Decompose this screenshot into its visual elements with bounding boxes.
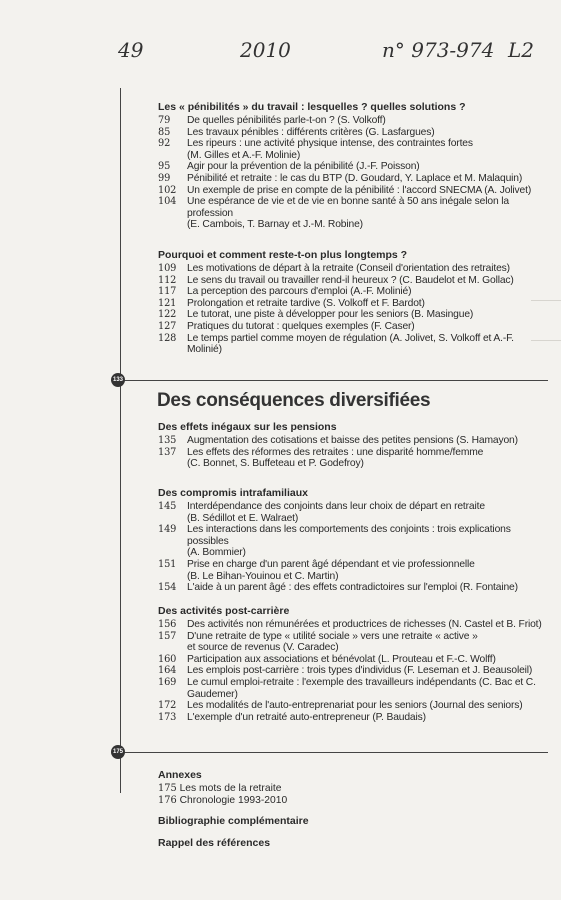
chapter-divider-top bbox=[120, 380, 548, 381]
page-number: 154 bbox=[158, 582, 177, 594]
section-heading: Des effets inégaux sur les pensions bbox=[158, 421, 337, 433]
entry-list bbox=[158, 115, 548, 231]
page-number: 175 bbox=[158, 783, 177, 794]
page-number: 135 bbox=[158, 435, 177, 446]
entry-title: Les mots de la retraite bbox=[179, 783, 282, 794]
toc-entry[interactable] bbox=[158, 309, 548, 321]
toc-entry[interactable] bbox=[158, 321, 548, 333]
toc-entry[interactable] bbox=[158, 286, 548, 298]
section-heading: Des activités post-carrière bbox=[158, 605, 290, 617]
entry-authors: (B. Le Bihan-Youinou et C. Martin) bbox=[187, 570, 339, 582]
handwritten-issue-number: n° 973-974 bbox=[382, 38, 495, 62]
toc-entry[interactable] bbox=[158, 559, 548, 582]
entry-title: Chronologie 1993-2010 bbox=[179, 794, 288, 806]
page-number: 121 bbox=[158, 297, 177, 309]
entry-authors: (E. Cambois, T. Barnay et J.-M. Robine) bbox=[187, 219, 363, 231]
page-number: 127 bbox=[158, 320, 177, 332]
toc-entry[interactable] bbox=[158, 712, 548, 724]
page-number: 102 bbox=[158, 184, 177, 196]
handwritten-code: L2 bbox=[508, 38, 535, 62]
page-number: 157 bbox=[158, 630, 177, 642]
toc-entry[interactable] bbox=[158, 196, 548, 231]
entry-list bbox=[158, 435, 548, 470]
entry-title: Les emplois post-carrière : trois types d'individus (F. Leseman et J. Beausoleil) bbox=[187, 665, 533, 677]
entry-title: Une espérance de vie et de vie en bonne santé à 50 ans inégale selon la profession bbox=[187, 196, 509, 219]
entry-title: Le sens du travail ou travailler rend-il heureux ? (C. Baudelot et M. Gollac) bbox=[187, 274, 514, 286]
entry-list bbox=[158, 263, 548, 356]
entry-title: Pratiques du tutorat : quelques exemples (F. Caser) bbox=[187, 320, 415, 332]
section-heading: Les « pénibilités » du travail : lesquelles ? quelles solutions ? bbox=[158, 101, 466, 113]
page-number: 112 bbox=[158, 274, 177, 286]
entry-authors: (B. Sédillot et E. Walraet) bbox=[187, 512, 299, 524]
entry-title: Participation aux associations et bénévolat (L. Prouteau et F.-C. Wolff) bbox=[187, 653, 496, 665]
page-number: 156 bbox=[158, 619, 177, 630]
entry-title: Pénibilité et retraite : le cas du BTP (D. Goudard, Y. Laplace et M. Malaquin) bbox=[187, 172, 523, 184]
entry-authors: (M. Gilles et A.-F. Molinie) bbox=[187, 149, 301, 161]
entry-title: La perception des parcours d'emploi (A.-F. Molinié) bbox=[187, 286, 412, 298]
page-number: 117 bbox=[158, 286, 177, 298]
left-margin-rule bbox=[120, 88, 121, 793]
toc-entry[interactable] bbox=[158, 173, 548, 185]
page-number: 169 bbox=[158, 676, 177, 688]
toc-entry[interactable] bbox=[158, 783, 518, 795]
entry-title: De quelles pénibilités parle-t-on ? (S. Volkoff) bbox=[187, 115, 386, 126]
entry-title: Prolongation et retraite tardive (S. Volkoff et F. Bardot) bbox=[187, 297, 425, 309]
toc-entry[interactable] bbox=[158, 435, 548, 447]
entry-title: Le cumul emploi-retraite : l'exemple des travailleurs indépendants (C. Bac et C. Gaudemer) bbox=[187, 676, 536, 700]
annexes-section bbox=[158, 768, 518, 851]
page-number: 160 bbox=[158, 653, 177, 665]
page-number: 95 bbox=[158, 161, 171, 173]
entry-title: Prise en charge d'un parent âgé dépendant et vie professionnelle bbox=[187, 558, 475, 570]
entry-title: Les motivations de départ à la retraite (Conseil d'orientation des retraites) bbox=[187, 263, 510, 274]
page-number: 151 bbox=[158, 558, 177, 570]
entry-authors: (C. Bonnet, S. Buffeteau et P. Godefroy) bbox=[187, 458, 364, 470]
entry-authors: (A. Bommier) bbox=[187, 547, 246, 559]
annexes-heading: Annexes bbox=[158, 769, 202, 781]
page-number: 79 bbox=[158, 115, 171, 126]
entry-authors: et source de revenus (V. Caradec) bbox=[187, 642, 339, 654]
entry-title: Des activités non rémunérées et productrices de richesses (N. Castel et B. Friot) bbox=[187, 619, 542, 630]
toc-entry[interactable] bbox=[158, 298, 548, 310]
bibliography-heading[interactable]: Bibliographie complémentaire bbox=[158, 815, 309, 828]
toc-entry[interactable] bbox=[158, 138, 548, 161]
page-badge-133: 133 bbox=[111, 373, 125, 387]
toc-entry[interactable] bbox=[158, 127, 548, 139]
page-number: 99 bbox=[158, 172, 171, 184]
entry-title: L'aide à un parent âgé : des effets contradictoires sur l'emploi (R. Fontaine) bbox=[187, 582, 518, 594]
chapter-title: Des conséquences diversifiées bbox=[157, 390, 431, 411]
section-effets-inegaux bbox=[158, 420, 548, 470]
toc-entry[interactable] bbox=[158, 677, 548, 700]
entry-title: Augmentation des cotisations et baisse des petites pensions (S. Hamayon) bbox=[187, 435, 518, 446]
handwritten-year: 2010 bbox=[240, 38, 291, 62]
page-number: 172 bbox=[158, 700, 177, 712]
entry-title: Interdépendance des conjoints dans leur choix de départ en retraite bbox=[187, 501, 485, 512]
toc-entry[interactable] bbox=[158, 631, 548, 654]
toc-entry[interactable] bbox=[158, 501, 548, 524]
page-number: 176 bbox=[158, 794, 177, 806]
section-penibilites bbox=[158, 100, 548, 231]
section-activites-post-carriere bbox=[158, 604, 548, 723]
toc-entry[interactable] bbox=[158, 524, 548, 559]
toc-entry[interactable] bbox=[158, 185, 548, 197]
page-number: 164 bbox=[158, 665, 177, 677]
toc-entry[interactable] bbox=[158, 700, 548, 712]
chapter-divider-bottom bbox=[120, 752, 548, 753]
toc-entry[interactable] bbox=[158, 161, 548, 173]
page-badge-175: 175 bbox=[111, 745, 125, 759]
entry-title: Les travaux pénibles : différents critères (G. Lasfargues) bbox=[187, 126, 435, 138]
page-number: 173 bbox=[158, 711, 177, 723]
entry-title: Les modalités de l'auto-entreprenariat pour les seniors (Journal des seniors) bbox=[187, 700, 523, 712]
toc-entry[interactable] bbox=[158, 582, 548, 594]
toc-entry[interactable] bbox=[158, 665, 548, 677]
toc-entry[interactable] bbox=[158, 115, 548, 127]
toc-entry[interactable] bbox=[158, 795, 518, 807]
entry-title: D'une retraite de type « utilité sociale » vers une retraite « active » bbox=[187, 630, 478, 642]
entry-title: Les ripeurs : une activité physique intense, des contraintes fortes bbox=[187, 138, 473, 150]
page-number: 149 bbox=[158, 524, 177, 536]
toc-entry[interactable] bbox=[158, 263, 548, 275]
entry-title: L'exemple d'un retraité auto-entrepreneur (P. Baudais) bbox=[187, 711, 426, 723]
entry-title: Agir pour la prévention de la pénibilité (J.-F. Poisson) bbox=[187, 161, 420, 173]
page-number: 104 bbox=[158, 196, 177, 208]
page-number: 128 bbox=[158, 332, 177, 344]
entry-title: Les effets des réformes des retraites : une disparité homme/femme bbox=[187, 446, 484, 458]
page-number: 145 bbox=[158, 501, 177, 512]
entry-list bbox=[158, 501, 548, 594]
handwritten-annotations bbox=[0, 38, 561, 78]
page-number: 137 bbox=[158, 446, 177, 458]
section-heading: Pourquoi et comment reste-t-on plus longtemps ? bbox=[158, 249, 408, 261]
entry-title: Le temps partiel comme moyen de régulation (A. Jolivet, S. Volkoff et A.-F. Molinié) bbox=[187, 332, 514, 356]
toc-entry[interactable] bbox=[158, 333, 548, 356]
entry-list bbox=[158, 619, 548, 723]
toc-entry[interactable] bbox=[158, 447, 548, 470]
page-number: 109 bbox=[158, 263, 177, 274]
page-number: 85 bbox=[158, 126, 171, 138]
toc-entry[interactable] bbox=[158, 654, 548, 666]
page-number: 122 bbox=[158, 309, 177, 321]
toc-entry[interactable] bbox=[158, 275, 548, 287]
page-number: 92 bbox=[158, 138, 171, 150]
section-heading: Des compromis intrafamiliaux bbox=[158, 487, 308, 499]
handwritten-page-number: 49 bbox=[118, 38, 144, 62]
entry-title: Un exemple de prise en compte de la pénibilité : l'accord SNECMA (A. Jolivet) bbox=[187, 184, 532, 196]
entry-title: Le tutorat, une piste à développer pour les seniors (B. Masingue) bbox=[187, 309, 474, 321]
entry-title: Les interactions dans les comportements des conjoints : trois explications possibles bbox=[187, 524, 511, 547]
section-compromis-intrafamiliaux bbox=[158, 486, 548, 594]
references-heading[interactable]: Rappel des références bbox=[158, 837, 271, 850]
toc-entry[interactable] bbox=[158, 619, 548, 631]
section-rester-plus-longtemps bbox=[158, 248, 548, 356]
